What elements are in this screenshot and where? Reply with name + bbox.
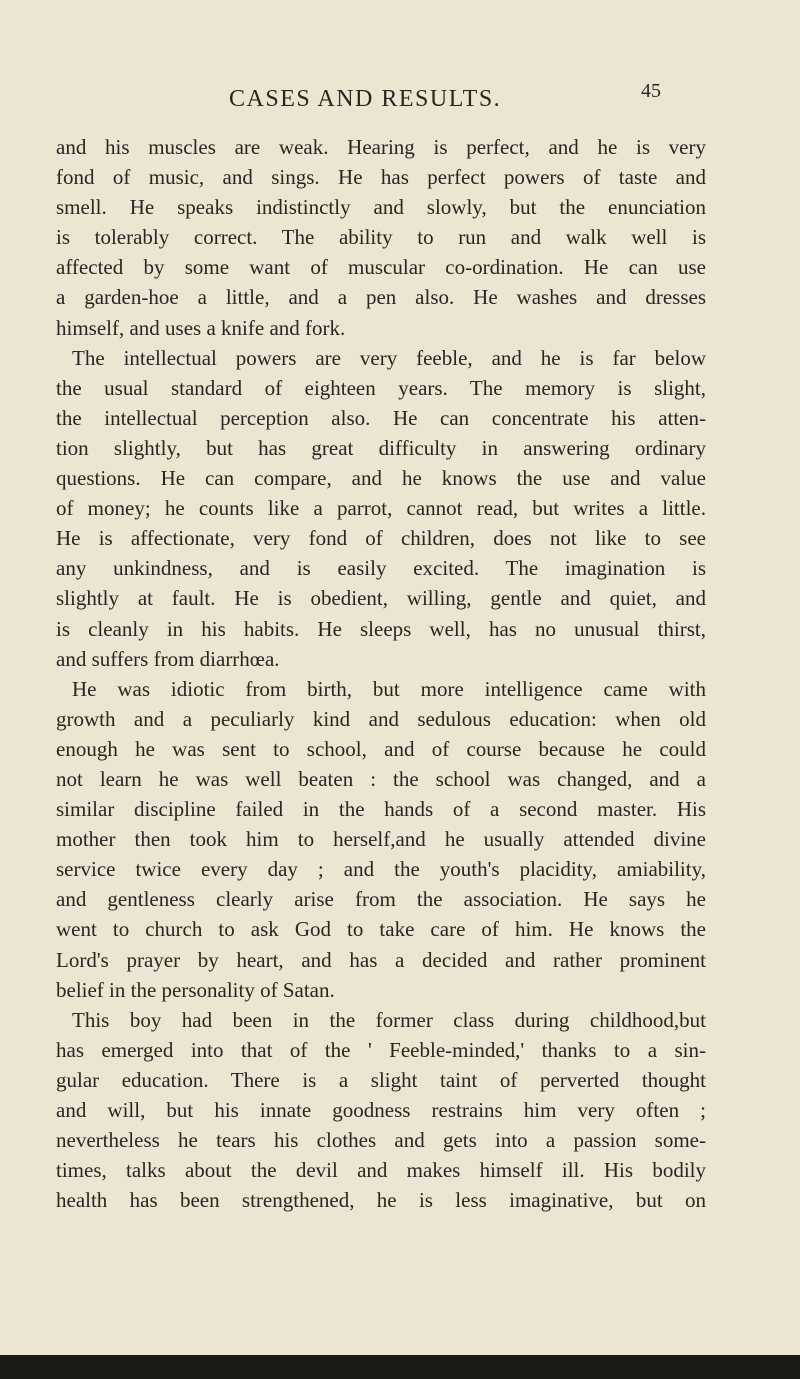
text-line: health has been strengthened, he is less imaginative, but on [56, 1188, 706, 1213]
text-line: a garden-hoe a little, and a pen also. He washes and dresses [56, 285, 706, 310]
text-line: Lord's prayer by heart, and has a decided and rather prominent [56, 947, 706, 972]
text-line: fond of music, and sings. He has perfect powers of taste and [56, 165, 706, 190]
text-line: and suffers from diarrhœa. [56, 646, 280, 671]
running-head [0, 80, 800, 116]
text-line: the intellectual perception also. He can concentrate his atten- [56, 405, 706, 430]
text-line: belief in the personality of Satan. [56, 977, 335, 1002]
text-line: of money; he counts like a parrot, cannot read, but writes a little. [56, 496, 706, 521]
running-title: CASES AND RESULTS. [229, 86, 502, 112]
text-line: and his muscles are weak. Hearing is perfect, and he is very [56, 135, 706, 159]
text-line: gular education. There is a slight taint of perverted thought [56, 1067, 706, 1092]
text-line: and will, but his innate goodness restrains him very often ; [56, 1098, 706, 1122]
text-line: any unkindness, and is easily excited. The imagination is [56, 556, 706, 581]
text-line: The intellectual powers are very feeble, and he is far below [72, 345, 706, 370]
text-line: He is affectionate, very fond of children, does not like to see [56, 526, 706, 551]
text-line: tion slightly, but has great difficulty in answering ordinary [56, 435, 706, 460]
text-line: questions. He can compare, and he knows the use and value [56, 466, 706, 491]
text-line: times, talks about the devil and makes himself ill. His bodily [56, 1158, 706, 1183]
text-line: He was idiotic from birth, but more intelligence came with [72, 676, 706, 701]
text-line: This boy had been in the former class during childhood,but [72, 1007, 706, 1032]
text-line: the usual standard of eighteen years. The memory is slight, [56, 375, 706, 400]
text-line: mother then took him to herself,and he usually attended divine [56, 827, 706, 852]
text-line: himself, and uses a knife and fork. [56, 315, 346, 340]
body-text [56, 132, 706, 1215]
text-line: nevertheless he tears his clothes and gets into a passion some- [56, 1128, 706, 1153]
text-line: enough he was sent to school, and of course because he could [56, 736, 706, 761]
page-bottom-edge [0, 1355, 800, 1379]
text-line: and gentleness clearly arise from the association. He says he [56, 887, 706, 912]
text-line: is tolerably correct. The ability to run and walk well is [56, 225, 706, 250]
text-line: has emerged into that of the ' Feeble-minded,' thanks to a sin- [56, 1037, 706, 1062]
text-line: is cleanly in his habits. He sleeps well, has no unusual thirst, [56, 616, 706, 641]
text-line: growth and a peculiarly kind and sedulous education: when old [56, 706, 706, 731]
text-line: service twice every day ; and the youth's placidity, amiability, [56, 857, 706, 882]
text-line: slightly at fault. He is obedient, willing, gentle and quiet, and [56, 586, 706, 611]
text-line: smell. He speaks indistinctly and slowly, but the enunciation [56, 195, 706, 220]
text-line: not learn he was well beaten : the school was changed, and a [56, 766, 706, 791]
page-number: 45 [641, 80, 661, 102]
text-line: went to church to ask God to take care of him. He knows the [56, 917, 706, 942]
text-line: similar discipline failed in the hands of a second master. His [56, 797, 706, 822]
text-line: affected by some want of muscular co-ordination. He can use [56, 255, 706, 280]
